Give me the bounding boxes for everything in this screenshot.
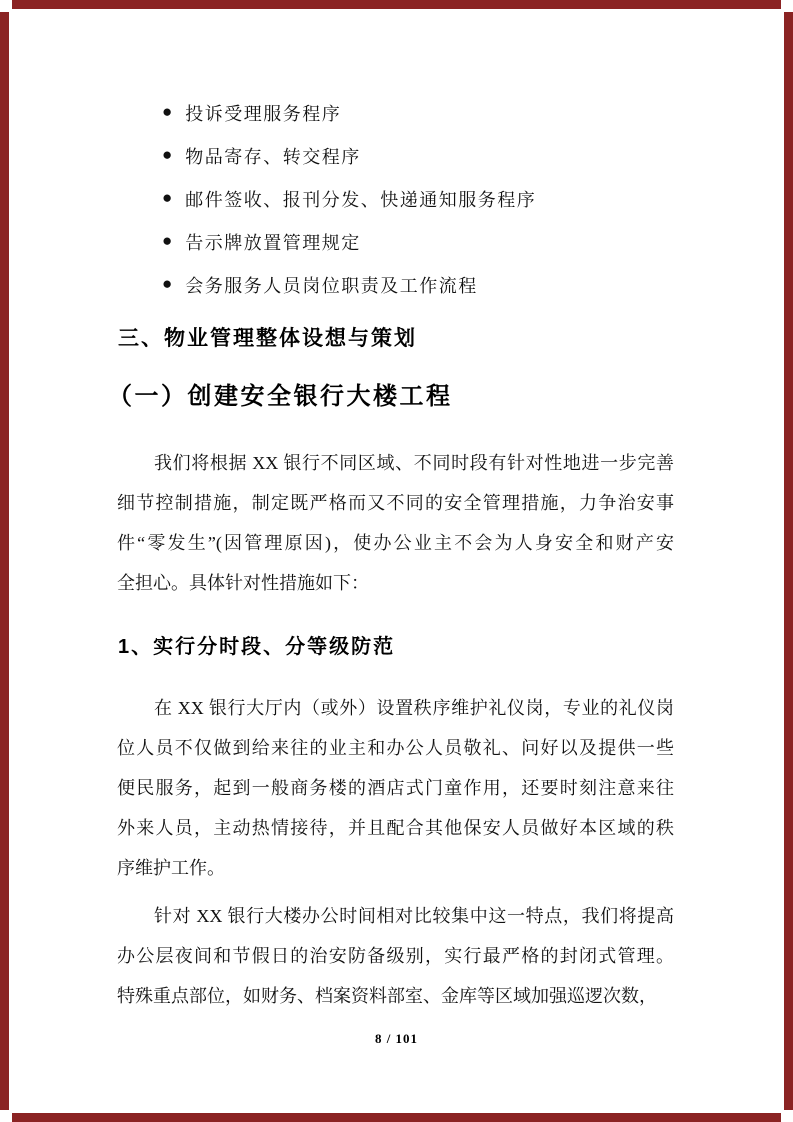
paragraph-line: 细节控制措施，制定既严格而又不同的安全管理措施，力争治安事: [117, 493, 674, 513]
page-border-left: [0, 12, 9, 1110]
paragraph-line: 全担心。具体针对性措施如下：: [117, 573, 369, 593]
paragraph-line: 件“零发生”(因管理原因)，使办公业主不会为人身安全和财产安: [117, 533, 674, 553]
paragraph-line: 办公层夜间和节假日的治安防备级别，实行最严格的封闭式管理。: [117, 946, 674, 966]
bullet-item-label: 告示牌放置管理规定: [185, 232, 361, 253]
bullet-icon: ●: [162, 102, 173, 121]
bullet-icon: ●: [162, 188, 173, 207]
paragraph-line: 序维护工作。: [117, 858, 225, 878]
paragraph-line: 位人员不仅做到给来往的业主和办公人员敬礼、问好以及提供一些: [117, 738, 674, 758]
list-item: [162, 177, 536, 220]
page-border-bottom: [12, 1113, 781, 1122]
paragraph-line: 外来人员，主动热情接待，并且配合其他保安人员做好本区域的秩: [117, 818, 674, 838]
list-item: [162, 134, 536, 177]
paragraph-line: 便民服务，起到一般商务楼的酒店式门童作用，还要时刻注意来往: [117, 778, 674, 798]
section-heading: 三、物业管理整体设想与策划: [118, 327, 417, 350]
bullet-item-label: 邮件签收、报刊分发、快递通知服务程序: [185, 189, 537, 210]
page-border-right: [784, 12, 793, 1110]
paragraph-line: 针对 XX 银行大楼办公时间相对比较集中这一特点，我们将提高: [154, 906, 674, 926]
paragraph-line: 特殊重点部位，如财务、档案资料部室、金库等区域加强巡逻次数，: [117, 986, 657, 1006]
list-item: [162, 263, 536, 306]
list-item: [162, 220, 536, 263]
paragraph-etiquette-post: [117, 688, 674, 888]
bullet-icon: ●: [162, 145, 173, 164]
bullet-icon: ●: [162, 274, 173, 293]
bullet-icon: ●: [162, 231, 173, 250]
paragraph-line: 在 XX 银行大厅内（或外）设置秩序维护礼仪岗，专业的礼仪岗: [154, 698, 674, 718]
paragraph-overview: [117, 443, 674, 603]
service-program-bullet-list: [162, 91, 536, 306]
paragraph-security-level: [117, 896, 674, 1016]
bullet-item-label: 投诉受理服务程序: [185, 103, 342, 124]
bullet-item-label: 物品寄存、转交程序: [185, 146, 361, 167]
list-item: [162, 91, 536, 134]
page-number: 8 / 101: [374, 1031, 419, 1046]
subsection-heading: （一）创建安全银行大楼工程: [108, 383, 453, 410]
paragraph-line: 我们将根据 XX 银行不同区域、不同时段有针对性地进一步完善: [154, 453, 674, 473]
clause-heading: 1、实行分时段、分等级防范: [118, 636, 396, 658]
page-border-top: [12, 0, 781, 9]
bullet-item-label: 会务服务人员岗位职责及工作流程: [185, 275, 478, 296]
